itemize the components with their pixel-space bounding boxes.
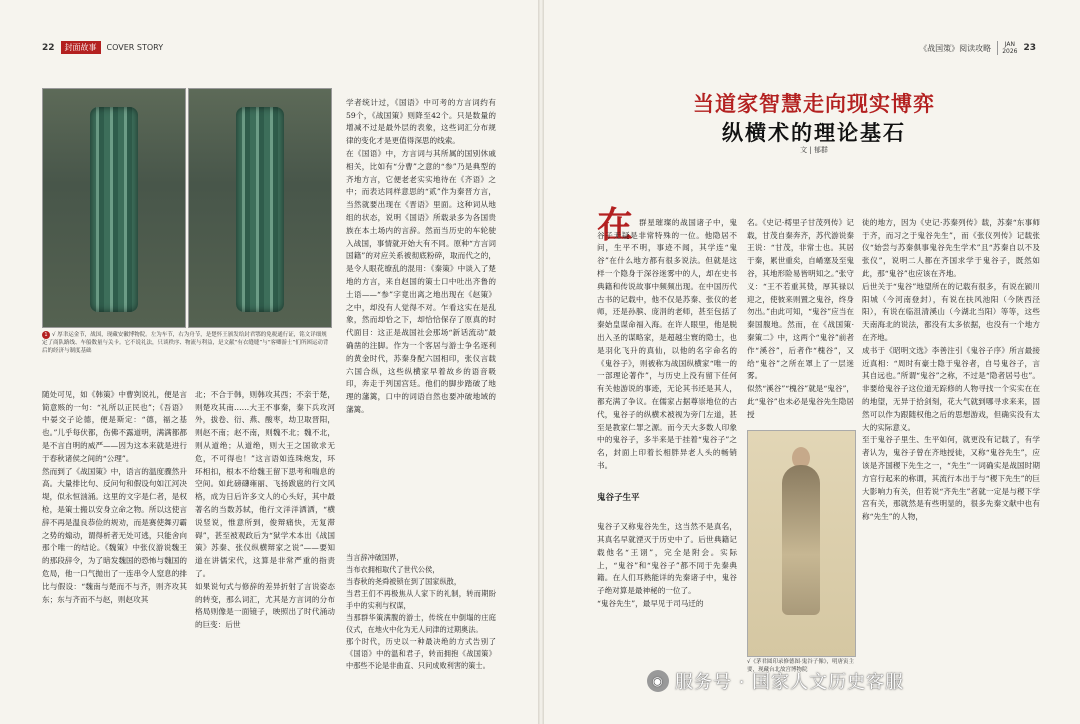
running-head: 《战国策》阅读攻略 [919,43,992,53]
guiguzi-painting [747,430,856,657]
figure-body [782,465,820,615]
wechat-icon: ◉ [647,670,669,692]
right-column-1 [597,204,737,704]
bronze-tally-photo-right [188,88,332,328]
section-badge: 封面故事 [61,41,101,54]
lower-col2-text: 北；不合于韩，则韩攻其西；不亲于楚，则楚攻其南……大王不事秦，秦下兵攻河外，拔卷、衍、燕、酸枣，劫卫取晋阳，则赵不南；赵不南，则魏不北；魏不北，则从道绝；从道绝，则大王之国欲求无危，不可得也！”这言语如连珠炮发，环环相扣，根本不给魏王留下思考和喘息的空间。如此磅礴雍丽、飞扬跋扈的行文风格，成为日后许多文人的心头好，其中最著名的当数苏轼，他行文洋洋洒洒，“横说竖说，惟意所到，俊辩痛快，无复滞碍”，甚至被观政后为“狱学术本出《战国策》苏秦、张仪纵横辩家之说”——要知道在讲儒宋代，这算是非常严重的指责了。 如果说句式与修辞的差异折射了言说姿态的转变，那么词汇，尤其是方言词的分布格局则像是一面镜子，映照出了时代涌动的巨变：后世 [195,389,335,630]
page-gutter [538,0,544,724]
issue-year: 2026 [1002,48,1018,55]
lower-col1-text: 随处可见，如《韩策》中曹刿说礼，便是言简意赅的一句：“礼所以正民也”；《吾语》中晏交子论德，便是斯定：“德，福之基也。”儿乎每伏都，伤佛不露道明，满满都都是不言自明的威严——因为这本来就是进行于春秋诸侯之间的“公理”。 然而到了《战国策》中，语言的温度骤然升高。大量排比句、反问句和假设句如江河决堤，似永恒汹涌。这里的文字是仁者，是权枪，是策士搬以安身立命之物。所以这使言辞不再是温良恭俭的规劝，而是赛使舞刃霸之势的煽动，谓得析者无处可逃，只能舍向那个唯一的结论。《魏策》中张仪游说魏王的那段辞令，为了暗发魏国的恐怖与魏国的危局，他一口气抛出了一连串令人窒息的排比与假设：“魏南与楚而不与齐，则齐攻其东；东与齐而不与赵，则赵攻其 [42,389,187,604]
right-col1-text: 群星璀璨的战国诸子中，鬼谷子无疑是非常特殊的一位。他隐居不问，生平不明，事迹不闻，其学连“鬼谷”在什么地方都有很多说法。但就是这样一个隐身于深谷迷雾中的人，却在史书典籍和传说故事中频频出现。在中国历代古书的记载中，他不仅是苏秦、张仪的老师，还是孙膑、庞涓的老师，甚至包括了秦始皇谋命福入海。在许人眼里，他是脱出入圣的谋略家，是超越尘寰的隐士，也是羽化飞升的真仙，以他的名字命名的《鬼谷子》，则被称为战国纵横家“唯一的一部理论著作”，与历史上没有留下任何有关他游说的事迹，无论其书还是其人，都充满了争议。在儒家占据尊崇地位的古代，鬼谷子的纵横术被视为旁门左道，甚至是教家仁罪之源。而今天大多数人印象中的鬼谷子，多半来是于挂着“鬼谷子”之名，封面上印着长相胖异老人头的畅销书。 [597,217,737,470]
subhead: 鬼谷子生平 [597,492,640,503]
photo-caption [42,331,332,365]
caption-text: √ 厚聿运金节，战国，现藏安徽博物院。左为车节，右为舟节，是楚怀王颁发给封君鄂的免税通行证，铭文详细规定了商队路线、车船数量与关卡。它不说礼法，只谈秩序、物流与利益，是文献“有衣缝缝”与“客卿游士”们所困运动背后的经济与制度基础 [42,332,329,354]
verse-text: 当言辞冲破国界， 当布衣拥相取代了世代公侯， 当春秋的尧舜被锁在到了国家纵散， 当君王们不再极焦从人家下的礼制，转而期盼手中的实利与权谋， 当那群华策满腹的游士，传统在中倒塌的庄庭仪式，在地火中化为无人问津的过期奥法。 那个时代，历史以一种最决绝的方式告别了《国语》中的温和君子，转而拥抱《战国策》中那些不论是非曲直、只问成败利害的策士。 [346,553,496,670]
left-column-upper [346,84,496,539]
right-col1b-text: 鬼谷子又称鬼谷先生，这当然不是真名，其真名早就湮灭于历史中了。后世典籍记载他名“王诩”，完全是附会。实际上，“鬼谷”和“鬼谷子”都不同于先秦典籍。在人们耳熟能详的先秦诸子中，鬼谷子绝对算是最神秘的一位了。 “鬼谷先生”，最早见于司马迁的 [597,522,737,608]
watermark-text: 服务号 · 国家人文历史客服 [675,672,905,693]
right-col3-text: 徒的地方，因为《史记·苏秦列传》载，苏秦“东事师于齐，而习之于鬼谷先生”，而《张仪列传》记载张仪“始尝与苏秦俱事鬼谷先生学术”且“苏秦自以不及张仪”，说明二人都在齐国求学于鬼谷子，既然如此，那“鬼谷”也应该在齐地。 后世关于“鬼谷”地望所在的记载有很多，有说在颍川阳城（今河南登封），有说在扶风池阳（今陕西泾阳），有说在临沮清溪山（今湖北当阳）等等，这些天南海北的说法，都没有太多依据，也没有一个地方在齐地。 成书于《昭明文选》李善注引《鬼谷子序》所言最接近真相：“周时有豪士隐于鬼谷者，自号鬼谷子，言其自远也。”所谓“鬼谷”之称，不过是“隐者居号也”。非要给鬼谷子这位道无踪修的人物寻找一个实实在在的地望，无异于拾剑刻，花大气就到哪寻求来来，固然可以作为跟随权他之后的思想游戏，但确实没有太大的实际意义。 至于鬼谷子里生、生平如何，就更没有记载了，有学者认为，鬼谷子曾在齐地授徒，又称“鬼谷先生”，应该是齐国稷下先生之一，“先生”一词确实是战国时期方官行起来的称谓，其流行本出于与“稷下先生”的巨大影响力有关，但若说“齐先生”者就一定是与稷下学宫有关，那就然是有些明显的，很多先秦文献中也有称“先生”的人物， [862,217,1040,522]
left-page-header [42,41,163,54]
drop-cap: 在 [597,204,634,246]
right-column-2 [747,204,854,424]
painting-caption-text: √《茅君圆印录修德图·鬼谷子像》，明唐寅主要，现藏台北故宫博物院 [747,659,854,673]
right-column-3 [862,204,1040,704]
issue-month: JAN [1004,41,1015,48]
bronze-tally-right [236,107,284,312]
byline: 文 | 郁群 [800,146,828,154]
caption-number: 1 [42,331,50,339]
right-col2-text: 名。《史记·樗里子甘茂列传》记载，甘茂自秦奔齐，苏代游说秦王说：“甘茂，非常士也。其居于秦，累世重矣，自崤塞及至鬼谷，其地形险易皆明知之。”张守义：“王不若重其贽，厚其禄以迎之，使彼来则置之鬼谷，终身勿出。”由此可知，“鬼谷”应当在秦国腹地。然而，在《战国策·秦策二》中，这两个“鬼谷”前者作“溪谷”，后者作“槐谷”，又给“鬼谷”之所在罩上了一层迷雾。 似然“溪谷”“槐谷”就是“鬼谷”，此“鬼谷”也未必是鬼谷先生隐居授 [747,217,854,419]
left-column-lower-2 [195,376,335,706]
bronze-tally-left [90,107,138,312]
section-label: COVER STORY [106,43,164,52]
right-page-header [919,41,1036,55]
left-column-lower-1 [42,376,187,706]
left-page-number: 22 [42,42,55,53]
right-page-number: 23 [1023,43,1036,53]
article-title-line1: 当道家智慧走向现实博弈 [693,92,935,116]
article-title-line2: 纵横术的理论基石 [722,121,906,145]
left-col-text: 学者统计过，《国语》中可考的方言词约有59个，《战国策》则降至42个。只是数量的增减不过是最外层的表象，这些词汇分布规律的变化才是更值得深思的线索。 在《国语》中，方言词与其所属的国别休戚相关，比如有“分曹”之意的“参”乃是典型的齐地方言，它便老老实实地待在《齐语》之中；而表达同样意思的“贰”作为秦晋方言，当然就要出现在《晋语》里面。这种词从地组的状态，说明《国语》所载录多为各国贵族在本土场内的言辞。然而当历史的车轮驶入战国，事情就开始大有不同。原种“方言词国籍”的对应关系被彻底粉碎，取而代之的，是令人眼花缭乱的混用：《秦策》中谈入了楚地的方言，来自赵国的策士口中吐出齐鲁的土语——“参”字竟出离之地出现在《赵策》之中，却没有人觉得不对。乍看这实在是乱象，然而却恰之下，却恰恰保存了原真的时代面目：这正是战国社会那场“新话流动”最确凿的注脚。作为一个客居与游士争名逐利的黄金时代，苏秦身配六国相印，张仪言载六国合纵，这些纵横家早着故乡的语音吸印，奔走于列国宫廷。他们的脚步踏破了地理的藩篱，口中的词语自然也要冲破地域的藩篱。 [346,97,496,414]
watermark [647,668,904,694]
bronze-tally-photo-left [42,88,186,328]
left-column-verse [346,540,496,705]
issue-date [997,41,1017,55]
